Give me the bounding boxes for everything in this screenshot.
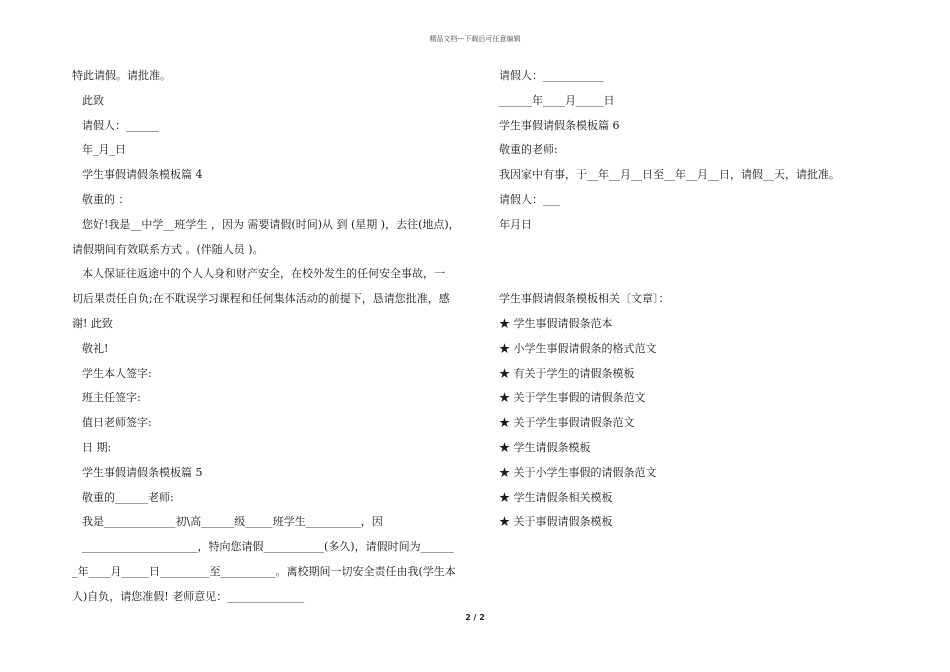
related-item: ★ 小学生事假请假条的格式范文 bbox=[499, 341, 657, 355]
body-line: 请假人：______ bbox=[82, 118, 159, 132]
section-heading: 学生事假请假条模板篇 4 bbox=[82, 168, 203, 182]
section-heading: 学生事假请假条模板篇 5 bbox=[82, 465, 203, 479]
body-line: 切后果责任自负;在不耽误学习课程和任何集体活动的前提下，恳请您批准，感 bbox=[72, 292, 450, 306]
body-line: 年_月_日 bbox=[82, 143, 126, 157]
right-column bbox=[499, 64, 899, 535]
body-line: 我因家中有事，于__年__月__日至__年__月__日，请假__天，请批准。 bbox=[499, 168, 840, 182]
related-item: ★ 有关于学生的请假条模板 bbox=[499, 366, 635, 380]
related-item: ★ 学生请假条相关模板 bbox=[499, 490, 613, 504]
body-line: 学生本人签字: bbox=[82, 366, 152, 380]
body-line: _年____月_____日_________至__________。离校期间一切安全责任由我(学生本 bbox=[72, 564, 456, 578]
spacer bbox=[499, 238, 899, 288]
related-item: ★ 学生请假条模板 bbox=[499, 440, 591, 454]
body-line: 年月日 bbox=[499, 217, 532, 231]
body-line: 值日老师签字: bbox=[82, 416, 152, 430]
body-line: 日 期: bbox=[82, 440, 112, 454]
body-line: 敬重的______老师: bbox=[82, 490, 174, 504]
page-header: 精品文档---下载后可任意编辑 bbox=[429, 35, 521, 43]
body-line: 我是_____________初\高______级_____班学生__________，因 bbox=[82, 515, 383, 529]
body-line: 敬重的 ： bbox=[82, 192, 130, 206]
related-item: ★ 关于小学生事假的请假条范文 bbox=[499, 465, 657, 479]
body-line: 特此请假。请批准。 bbox=[72, 69, 171, 82]
body-line: 班主任签字: bbox=[82, 391, 141, 405]
related-item: ★ 关于事假请假条模板 bbox=[499, 515, 613, 529]
body-line: ______年____月_____日 bbox=[499, 93, 615, 107]
body-line: 此致 bbox=[82, 93, 104, 107]
body-line: 请假人：___ bbox=[499, 192, 560, 206]
section-heading: 学生事假请假条模板篇 6 bbox=[499, 118, 620, 132]
body-line: 谢! 此致 bbox=[72, 316, 113, 330]
body-line: 请假人：___________ bbox=[499, 69, 604, 82]
body-line: _____________________，特向您请假___________(多久)，请假时间为______ bbox=[82, 540, 454, 554]
page-number: 2 / 2 bbox=[465, 613, 485, 622]
related-title: 学生事假请假条模板相关〔文章〕： bbox=[499, 292, 670, 306]
left-column bbox=[72, 64, 464, 610]
related-item: ★ 关于学生事假的请假条范文 bbox=[499, 391, 646, 405]
body-line: 敬礼! bbox=[82, 341, 109, 355]
related-item: ★ 学生事假请假条范本 bbox=[499, 316, 613, 330]
body-line: 本人保证往返途中的个人人身和财产安全，在校外发生的任何安全事故，一 bbox=[82, 267, 445, 281]
body-line: 您好!我是__中学__班学生 ，因为 需要请假(时间)从 到 (星期 )，去往(地点)， bbox=[82, 217, 460, 231]
body-line: 敬重的老师: bbox=[499, 143, 558, 157]
related-item: ★ 关于学生事假请假条范文 bbox=[499, 416, 635, 430]
body-line: 请假期间有效联系方式 。(伴随人员 )。 bbox=[72, 242, 264, 256]
body-line: 人)自负，请您准假! 老师意见：______________ bbox=[72, 589, 305, 603]
